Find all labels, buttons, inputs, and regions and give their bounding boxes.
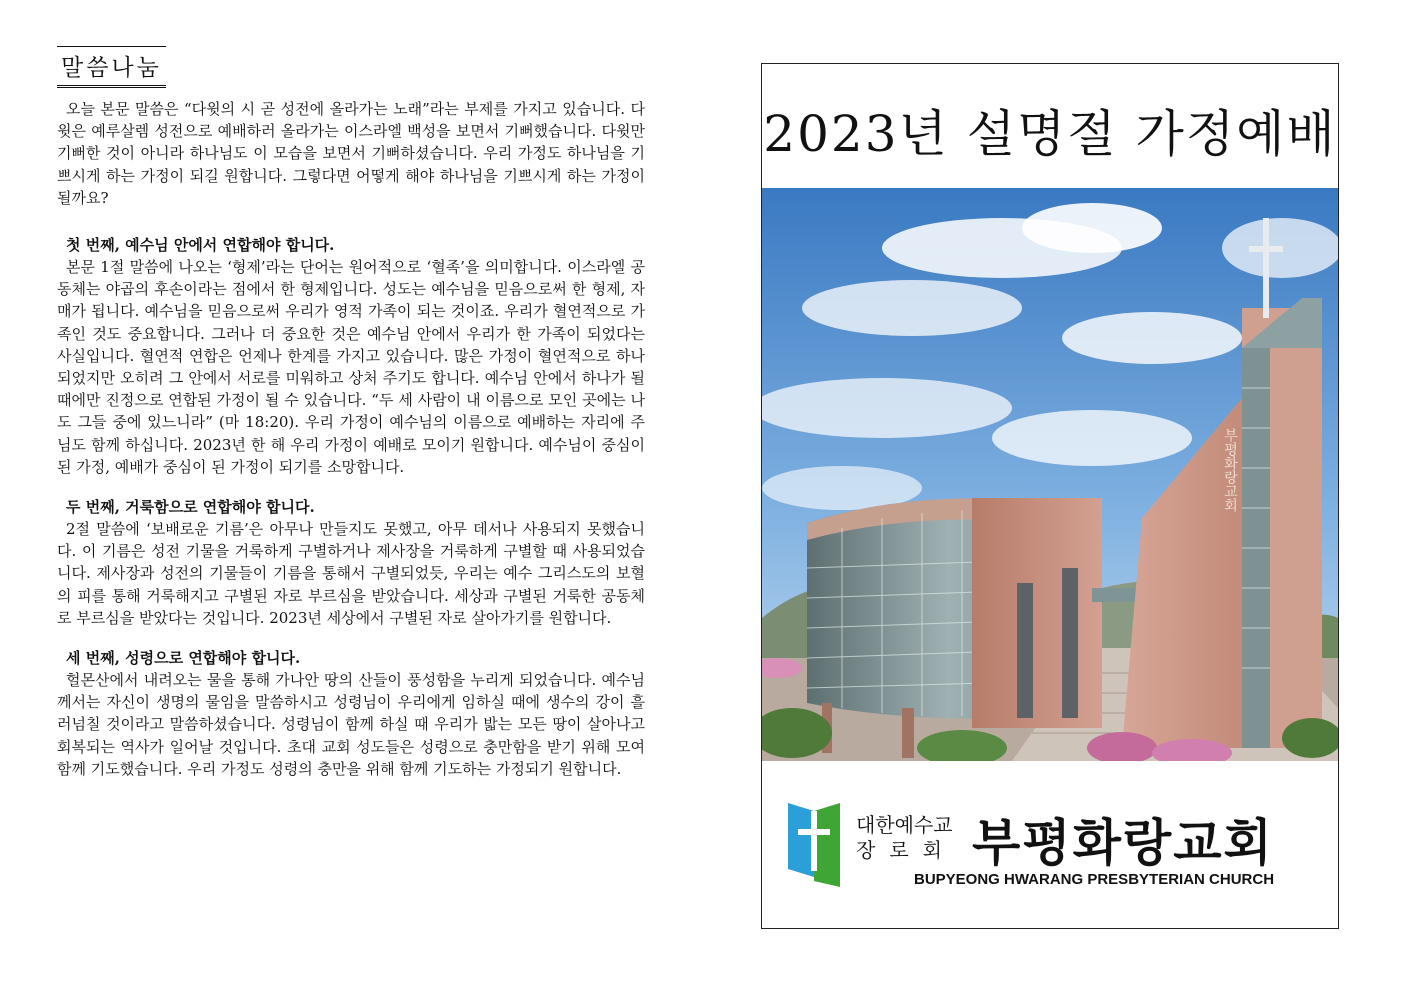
section-1-body: 본문 1절 말씀에 나오는 ‘형제’라는 단어는 원어적으로 ‘혈족’을 의미합니다. 이스라엘 공동체는 야곱의 후손이라는 점에서 한 형제입니다. 성도는 예수님을 믿음으로써 한 형제, 자매가 됩니다. 예수님을 믿음으로써 우리가 영적 가족이 되는 것이죠. 우리가 혈연적으로 가족인 것도 중요합니다. 그러나 더 중요한 것은 예수님 안에서 우리가 한 가족이 되었다는 사실입니다. 혈연적 연합은 언제나 한계를 가지고 있습니다. 많은 가정이 혈연적으로 하나 되었지만 오히려 그 안에서 서로를 미워하고 상처 주기도 합니다. 예수님 안에서 하나가 될 때에만 진정으로 연합된 가정이 될 수 있습니다. “두 세 사람이 내 이름으로 모인 곳에는 나도 그들 중에 있느니라” (마 18:20). 우리 가정이 예수님의 이름으로 예배하는 자리에 주님도 함께 하십니다. 2023년 한 해 우리 가정이 예배로 모이기 원합니다. 예수님이 중심이 된 가정, 예배가 중심이 된 가정이 되기를 소망합니다.	[57, 258, 645, 476]
section-1-title: 첫 번째, 예수님 안에서 연합해야 합니다.	[66, 236, 335, 255]
cross-logo-icon	[786, 799, 842, 891]
section-2-title: 두 번째, 거룩함으로 연합해야 합니다.	[66, 498, 315, 517]
church-name-english: BUPYEONG HWARANG PRESBYTERIAN CHURCH	[914, 871, 1275, 888]
church-logo-block	[786, 799, 1316, 899]
church-building-photo	[762, 188, 1338, 761]
denomination-label	[856, 813, 956, 863]
bulletin-cover	[761, 63, 1339, 929]
section-3-body: 헐몬산에서 내려오는 물을 통해 가나안 땅의 산들이 풍성함을 누리게 되었습니다. 예수님께서는 자신이 생명의 물임을 말씀하시고 성령님이 우리에게 임하실 때에 생수의 강이 흘러넘칠 것이라고 말씀하셨습니다. 성령님이 함께 하실 때 우리가 밟는 모든 땅이 살아나고 회복되는 역사가 일어날 것입니다. 초대 교회 성도들은 성령으로 충만함을 받기 위해 모여 함께 기도했습니다. 우리 가정도 성령의 충만을 위해 함께 기도하는 가정되기 원합니다.	[57, 671, 645, 778]
denomination-line-1: 대한예수교	[856, 813, 953, 837]
sharing-heading: 말씀나눔	[57, 46, 166, 88]
cover-title: 2023년 설명절 가정예배	[763, 105, 1337, 163]
church-name: 부평화랑교회	[972, 814, 1274, 872]
sermon-sharing-column	[57, 46, 645, 780]
intro-paragraph: 오늘 본문 말씀은 “다윗의 시 곧 성전에 올라가는 노래”라는 부제를 가지고 있습니다. 다윗은 예루살렘 성전으로 예배하러 올라가는 이스라엘 백성을 보면서 기뻐했습니다. 다윗만 기뻐한 것이 아니라 하나님도 이 모습을 보면서 기뻐하셨습니다. 우리 가정도 하나님을 기쁘시게 하는 가정이 되길 원합니다. 그렇다면 어떻게 해야 하나님을 기쁘시게 하는 가정이 될까요?	[57, 100, 645, 207]
tower-sign: 부평화랑교회	[1222, 428, 1238, 512]
section-3-title: 세 번째, 성령으로 연합해야 합니다.	[66, 649, 301, 668]
denomination-line-2: 장로회	[856, 838, 956, 862]
section-2-body: 2절 말씀에 ‘보배로운 기름’은 아무나 만들지도 못했고, 아무 데서나 사용되지 못했습니다. 이 기름은 성전 기물을 거룩하게 구별하거나 제사장을 거룩하게 구별할 때 사용되었습니다. 제사장과 성전의 기물들이 기름을 통해서 구별되었듯, 우리는 예수 그리스도의 보혈의 피를 통해 거룩해지고 구별된 자로 부르심을 받았습니다. 세상과 구별된 거룩한 공동체로 부르심을 받았다는 것입니다. 2023년 세상에서 구별된 자로 살아가기를 원합니다.	[57, 520, 645, 627]
